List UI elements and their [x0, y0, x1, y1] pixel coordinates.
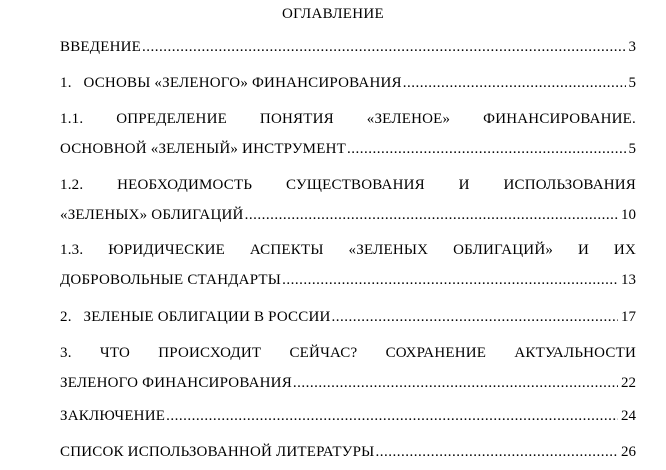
toc-line [60, 372, 636, 394]
toc-page-number: 5 [628, 141, 636, 157]
toc-entry-section-3[interactable] [60, 342, 636, 394]
toc-line [60, 72, 636, 94]
toc-entry-title: 1. ОСНОВЫ «ЗЕЛЕНОГО» ФИНАНСИРОВАНИЯ [60, 75, 402, 91]
toc-entry-conclusion[interactable] [60, 405, 636, 427]
toc-entry-title: ВВЕДЕНИЕ [60, 39, 141, 55]
toc-page-number: 5 [628, 75, 636, 91]
toc-line [60, 441, 636, 463]
toc-line [60, 204, 636, 226]
toc-entry-references[interactable] [60, 441, 636, 463]
toc-line-justified: 1.1. ОПРЕДЕЛЕНИЕ ПОНЯТИЯ «ЗЕЛЕНОЕ» ФИНАНСИРОВАНИЕ. [60, 111, 636, 127]
toc-page-number: 13 [621, 272, 636, 288]
dot-leader [245, 204, 618, 226]
toc-line-justified: 1.3. ЮРИДИЧЕСКИЕ АСПЕКТЫ «ЗЕЛЕНЫХ ОБЛИГАЦИЙ» И ИХ [60, 242, 636, 258]
dot-leader [332, 306, 618, 328]
toc-entry-title: ЗЕЛЕНОГО ФИНАНСИРОВАНИЯ [60, 375, 292, 391]
toc-entry-title: ЗАКЛЮЧЕНИЕ [60, 408, 166, 424]
toc-entry-section-1-3[interactable] [60, 239, 636, 291]
dot-leader [293, 372, 618, 394]
toc-page-number: 10 [621, 207, 636, 223]
toc-entry-introduction[interactable] [60, 36, 636, 58]
toc-line [60, 269, 636, 291]
toc-entry-section-1-2[interactable] [60, 174, 636, 226]
toc-entry-title: ОСНОВНОЙ «ЗЕЛЕНЫЙ» ИНСТРУМЕНТ [60, 141, 346, 157]
toc-line [60, 306, 636, 328]
toc-line-justified: 1.2. НЕОБХОДИМОСТЬ СУЩЕСТВОВАНИЯ И ИСПОЛЬЗОВАНИЯ [60, 177, 636, 193]
toc-page-number: 3 [628, 39, 636, 55]
toc-entry-title: ДОБРОВОЛЬНЫЕ СТАНДАРТЫ [60, 272, 282, 288]
toc-entry-section-1[interactable] [60, 72, 636, 94]
toc-page-number: 24 [621, 408, 636, 424]
dot-leader [282, 269, 618, 291]
toc-entry-section-2[interactable] [60, 306, 636, 328]
dot-leader [142, 36, 626, 58]
toc-line [60, 138, 636, 160]
toc-line [60, 36, 636, 58]
toc-page-number: 17 [621, 309, 636, 325]
toc-entry-title: 2. ЗЕЛЕНЫЕ ОБЛИГАЦИИ В РОССИИ [60, 309, 331, 325]
toc-page-number: 22 [621, 375, 636, 391]
toc-entry-title: СПИСОК ИСПОЛЬЗОВАННОЙ ЛИТЕРАТУРЫ [60, 444, 375, 460]
dot-leader [347, 138, 626, 160]
toc-heading: ОГЛАВЛЕНИЕ [282, 6, 384, 22]
toc-line-justified: 3. ЧТО ПРОИСХОДИТ СЕЙЧАС? СОХРАНЕНИЕ АКТУАЛЬНОСТИ [60, 345, 636, 361]
toc-line [60, 405, 636, 427]
toc-entry-section-1-1[interactable] [60, 108, 636, 160]
dot-leader [375, 441, 618, 463]
dot-leader [166, 405, 618, 427]
dot-leader [403, 72, 626, 94]
toc-entry-title: «ЗЕЛЕНЫХ» ОБЛИГАЦИЙ [60, 207, 244, 223]
toc-page-number: 26 [621, 444, 636, 460]
